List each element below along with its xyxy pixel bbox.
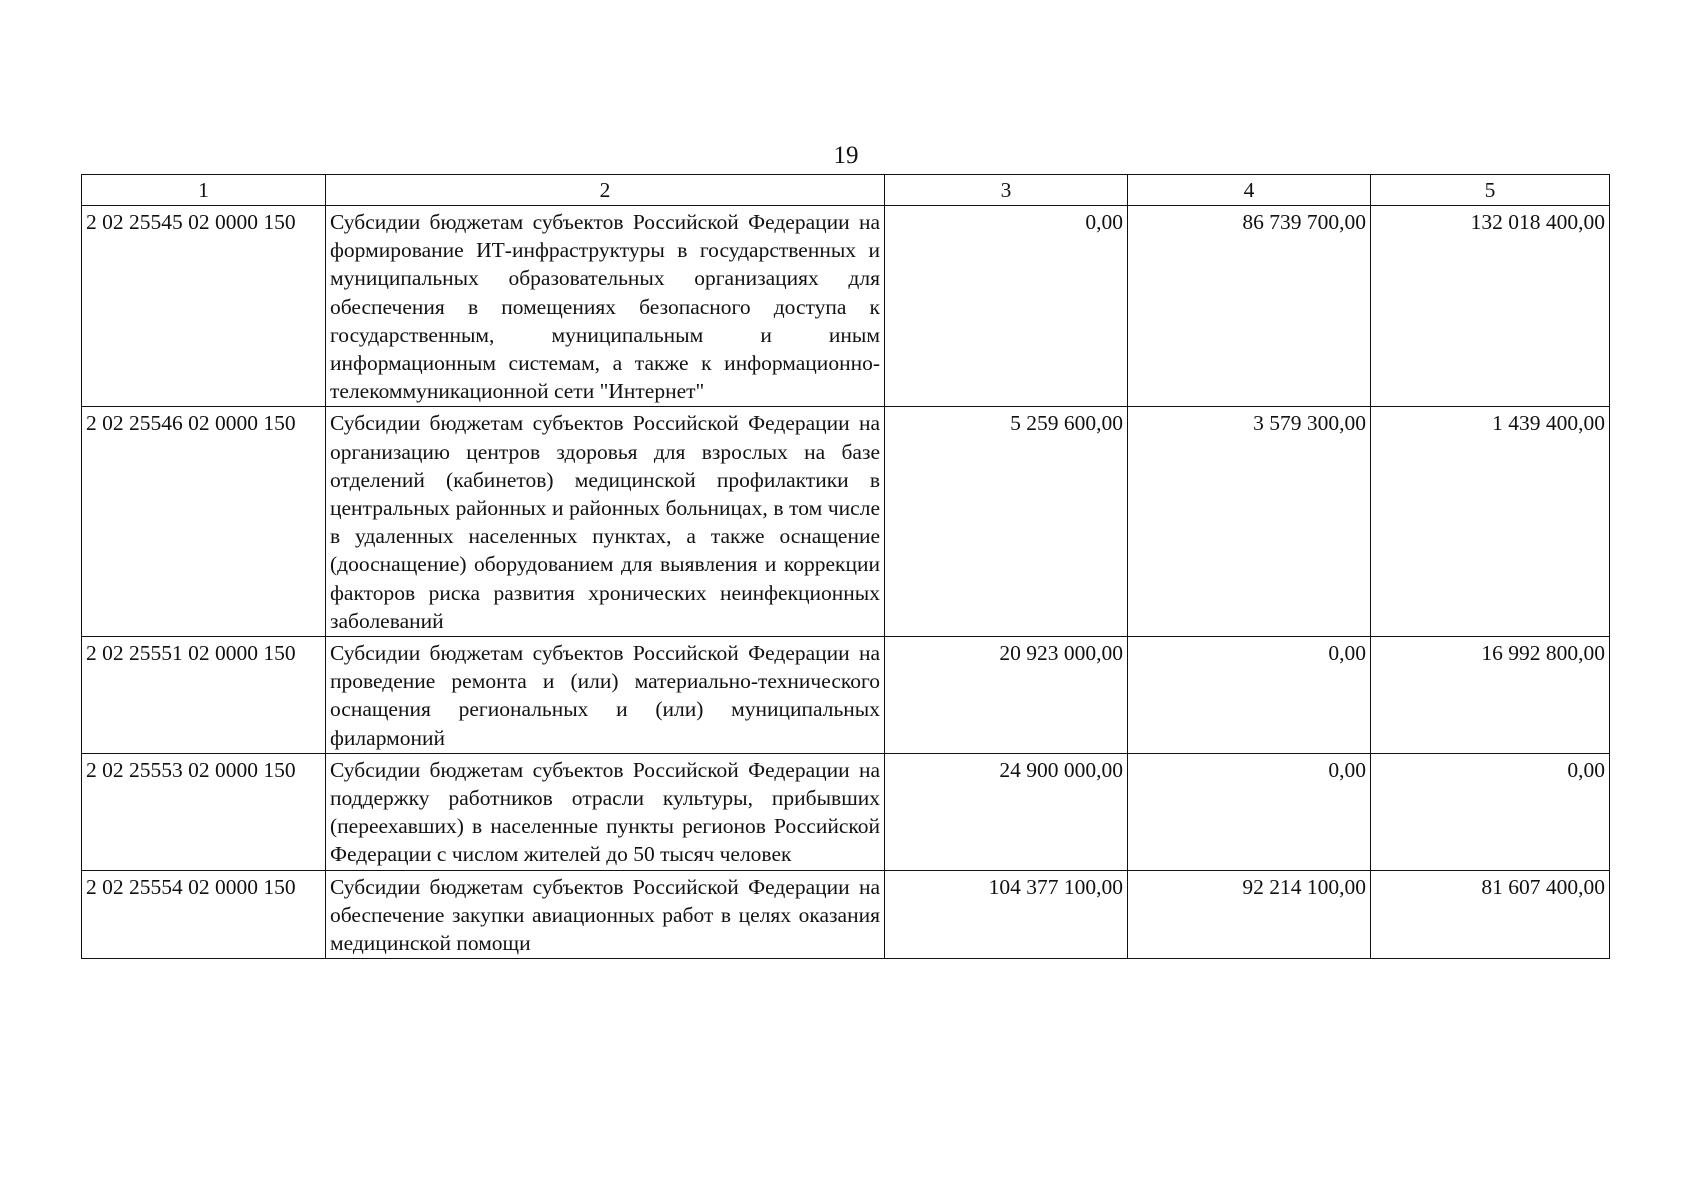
amount-col-4: 92 214 100,00 bbox=[1128, 870, 1371, 959]
amount-col-5: 0,00 bbox=[1371, 753, 1610, 870]
budget-table bbox=[81, 174, 1610, 959]
amount-col-5: 132 018 400,00 bbox=[1371, 206, 1610, 407]
page-number: 19 bbox=[833, 142, 859, 169]
column-header-2: 2 bbox=[326, 175, 885, 206]
table-row bbox=[82, 870, 1610, 959]
amount-col-3: 0,00 bbox=[885, 206, 1128, 407]
budget-code: 2 02 25553 02 0000 150 bbox=[82, 753, 326, 870]
table-row bbox=[82, 637, 1610, 754]
table-row bbox=[82, 753, 1610, 870]
budget-code: 2 02 25551 02 0000 150 bbox=[82, 637, 326, 754]
amount-col-4: 0,00 bbox=[1128, 753, 1371, 870]
amount-col-3: 24 900 000,00 bbox=[885, 753, 1128, 870]
budget-code: 2 02 25545 02 0000 150 bbox=[82, 206, 326, 407]
table-header-row bbox=[82, 175, 1610, 206]
amount-col-3: 5 259 600,00 bbox=[885, 407, 1128, 637]
amount-col-4: 0,00 bbox=[1128, 637, 1371, 754]
row-description: Субсидии бюджетам субъектов Российской Федерации на поддержку работников отрасли культуры, прибывших (переехавших) в населенные пункты регионов Российской Федерации с числом жителей до 50 тысяч человек bbox=[326, 753, 885, 870]
row-description: Субсидии бюджетам субъектов Российской Федерации на проведение ремонта и (или) материально-технического оснащения региональных и (или) муниципальных филармоний bbox=[326, 637, 885, 754]
amount-col-4: 3 579 300,00 bbox=[1128, 407, 1371, 637]
amount-col-4: 86 739 700,00 bbox=[1128, 206, 1371, 407]
table-row bbox=[82, 206, 1610, 407]
amount-col-5: 1 439 400,00 bbox=[1371, 407, 1610, 637]
row-description: Субсидии бюджетам субъектов Российской Федерации на организацию центров здоровья для взрослых на базе отделений (кабинетов) медицинской профилактики в центральных районных и районных больницах, в том числе в удаленных населенных пунктах, а также оснащение (дооснащение) оборудованием для выявления и коррекции факторов риска развития хронических неинфекционных заболеваний bbox=[326, 407, 885, 637]
amount-col-5: 16 992 800,00 bbox=[1371, 637, 1610, 754]
amount-col-5: 81 607 400,00 bbox=[1371, 870, 1610, 959]
budget-code: 2 02 25554 02 0000 150 bbox=[82, 870, 326, 959]
row-description: Субсидии бюджетам субъектов Российской Федерации на обеспечение закупки авиационных работ в целях оказания медицинской помощи bbox=[326, 870, 885, 959]
row-description: Субсидии бюджетам субъектов Российской Федерации на формирование ИТ-инфраструктуры в государственных и муниципальных образовательных организациях для обеспечения в помещениях безопасного доступа к государственным, муниципальным и иным информационным системам, а также к информационно-телекоммуникационной сети "Интернет" bbox=[326, 206, 885, 407]
amount-col-3: 104 377 100,00 bbox=[885, 870, 1128, 959]
amount-col-3: 20 923 000,00 bbox=[885, 637, 1128, 754]
column-header-1: 1 bbox=[82, 175, 326, 206]
column-header-5: 5 bbox=[1371, 175, 1610, 206]
budget-code: 2 02 25546 02 0000 150 bbox=[82, 407, 326, 637]
table-row bbox=[82, 407, 1610, 637]
column-header-3: 3 bbox=[885, 175, 1128, 206]
column-header-4: 4 bbox=[1128, 175, 1371, 206]
